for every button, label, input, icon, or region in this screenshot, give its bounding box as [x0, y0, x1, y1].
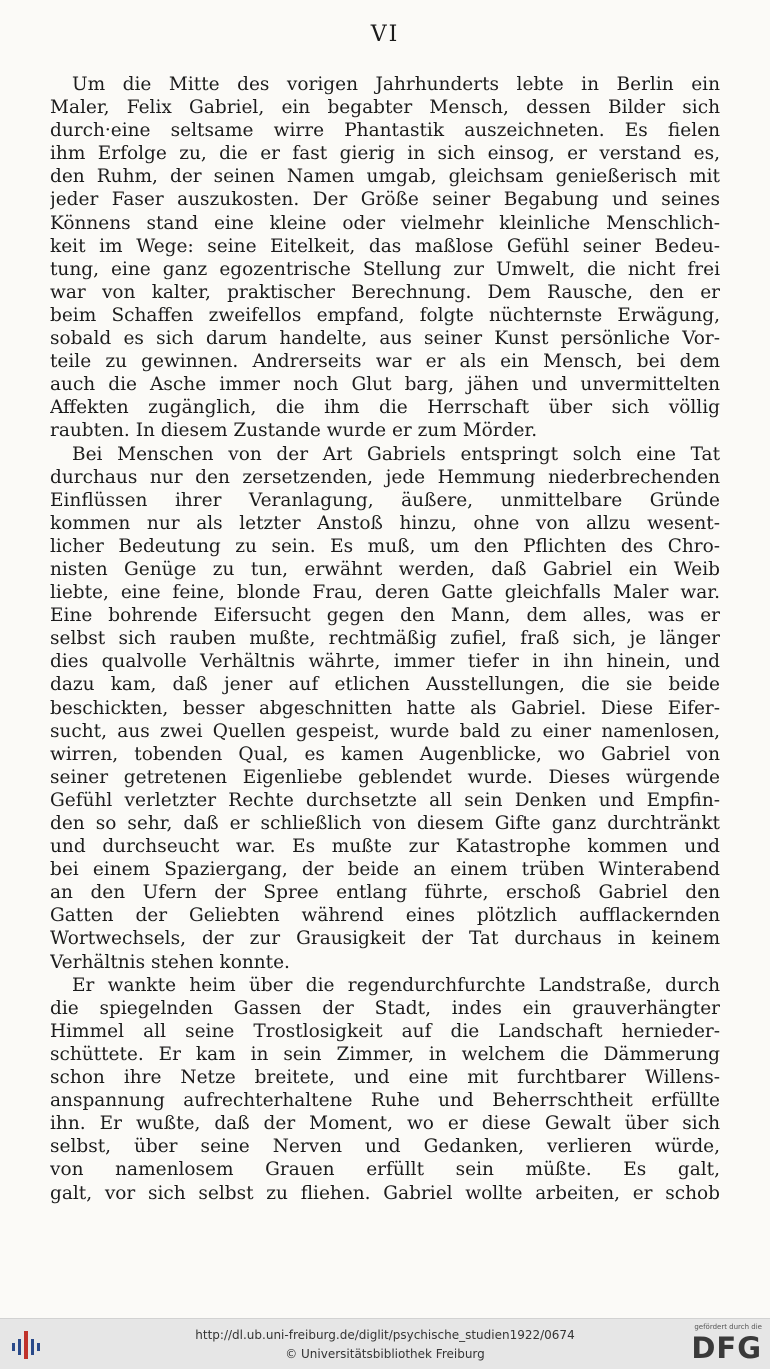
text-line: war von kalter, praktischer Berechnung. Dem Rausche, den er: [50, 281, 720, 303]
text-line: selbst, über seine Nerven und Gedanken, verlieren würde,: [50, 1136, 720, 1158]
text-line: Bei Menschen von der Art Gabriels entspringt solch eine Tat: [72, 443, 720, 465]
text-line: und durchseucht war. Es mußte zur Katastrophe kommen und: [50, 836, 720, 858]
text-line: den so sehr, daß er schließlich von diesem Gifte ganz durchtränkt: [50, 813, 720, 834]
text-line: auch die Asche immer noch Glut barg, jähen und unvermittelten: [50, 374, 720, 396]
text-line: raubten. In diesem Zustande wurde er zum Mörder.: [50, 420, 538, 442]
text-line: ihn. Er wußte, daß der Moment, wo er diese Gewalt über sich: [50, 1113, 720, 1135]
text-line: Gefühl verletzter Rechte durchsetzte all sein Denken und Empfin-: [50, 789, 720, 811]
dfg-logo: DFG: [691, 1331, 762, 1365]
text-line: an den Ufern der Spree entlang führte, erschoß Gabriel den: [50, 882, 720, 904]
text-line: licher Bedeutung zu sein. Es muß, um den Pflichten des Chro-: [50, 535, 720, 557]
text-line: Affekten zugänglich, die ihm die Herrschaft über sich völlig: [50, 397, 720, 419]
page-url-link[interactable]: http://dl.ub.uni-freiburg.de/diglit/psychische_studien1922/0674: [195, 1328, 575, 1342]
text-line: sobald es sich darum handelte, aus seiner Kunst persönliche Vor-: [50, 328, 720, 350]
text-line: Himmel all seine Trostlosigkeit auf die Landschaft hernieder-: [50, 1020, 720, 1042]
viewer-footer: [0, 1318, 770, 1369]
text-line: Könnens stand eine kleine oder vielmehr kleinliche Menschlich-: [50, 212, 720, 234]
text-line: dazu kam, daß jener auf etlichen Ausstellungen, die sie beide: [50, 674, 720, 696]
text-line: sucht, aus zwei Quellen gespeist, wurde bald zu einer namenlosen,: [50, 720, 720, 742]
dfg-caption: gefördert durch die: [694, 1323, 762, 1331]
text-line: von namenlosem Grauen erfüllt sein müßte. Es galt,: [50, 1159, 720, 1181]
text-line: beim Schaffen zweifellos empfand, folgte nüchternste Erwägung,: [50, 304, 720, 326]
text-line: galt, vor sich selbst zu fliehen. Gabriel wollte arbeiten, er schob: [50, 1182, 720, 1204]
text-line: seiner getretenen Eigenliebe geblendet wurde. Dieses würgende: [50, 766, 720, 788]
text-line: ihm Erfolge zu, die er fast gierig in sich einsog, er verstand es,: [50, 143, 720, 165]
text-line: Gatten der Geliebten während eines plötzlich aufflackernden: [50, 905, 720, 927]
text-line: teile zu gewinnen. Andrerseits war er als ein Mensch, bei dem: [50, 351, 720, 373]
text-line: beschickten, besser abgeschnitten hatte als Gabriel. Diese Eifer-: [50, 697, 720, 719]
text-line: tung, eine ganz egozentrische Stellung zur Umwelt, die nicht frei: [50, 258, 720, 280]
text-line: Er wankte heim über die regendurchfurchte Landstraße, durch: [72, 974, 720, 996]
text-line: Wortwechsels, der zur Grausigkeit der Tat durchaus in keinem: [50, 928, 720, 950]
text-line: die spiegelnden Gassen der Stadt, indes ein grauverhängter: [50, 997, 720, 1019]
copyright-notice: © Universitätsbibliothek Freiburg: [285, 1347, 485, 1361]
text-line: nisten Genüge zu tun, erwähnt werden, daß Gabriel ein Weib: [50, 558, 720, 580]
text-line: Eine bohrende Eifersucht gegen den Mann, dem alles, was er: [50, 605, 720, 627]
body-text: [50, 73, 720, 1205]
text-line: bei einem Spaziergang, der beide an einem trüben Winterabend: [50, 859, 720, 881]
text-line: jeder Faser auszukosten. Der Größe seiner Begabung und seines: [50, 189, 720, 211]
text-line: schon ihre Netze breitete, und eine mit furchtbarer Willens-: [50, 1067, 720, 1089]
text-line: selbst sich rauben mußte, rechtmäßig zufiel, fraß sich, je länger: [50, 628, 720, 650]
text-line: schüttete. Er kam in sein Zimmer, in welchem die Dämmerung: [50, 1043, 720, 1065]
page-number: VI: [370, 22, 400, 47]
text-line: durch·eine seltsame wirre Phantastik auszeichneten. Es fielen: [50, 120, 720, 142]
text-line: durchaus nur den zersetzenden, jede Hemmung niederbrechenden: [50, 466, 720, 488]
text-line: liebte, eine feine, blonde Frau, deren Gatte gleichfalls Maler war.: [50, 582, 720, 604]
text-line: anspannung aufrechterhaltene Ruhe und Beherrschtheit erfüllte: [50, 1090, 720, 1112]
text-line: wirren, tobenden Qual, es kamen Augenblicke, wo Gabriel von: [50, 743, 720, 765]
text-line: den Ruhm, der seinen Namen umgab, gleichsam genießerisch mit: [50, 166, 720, 188]
text-line: Um die Mitte des vorigen Jahrhunderts lebte in Berlin ein: [72, 74, 720, 95]
text-line: Einflüssen ihrer Veranlagung, äußere, unmittelbare Gründe: [50, 489, 720, 511]
text-line: Verhältnis stehen konnte.: [50, 951, 290, 973]
text-line: keit im Wege: seine Eitelkeit, das maßlose Gefühl seiner Bedeu-: [50, 235, 720, 257]
text-line: Maler, Felix Gabriel, ein begabter Mensch, dessen Bilder sich: [50, 97, 720, 119]
text-line: kommen nur als letzter Anstoß hinzu, ohne von allzu wesent-: [50, 512, 720, 534]
text-line: dies qualvolle Verhältnis währte, immer tiefer in ihn hinein, und: [50, 651, 720, 673]
